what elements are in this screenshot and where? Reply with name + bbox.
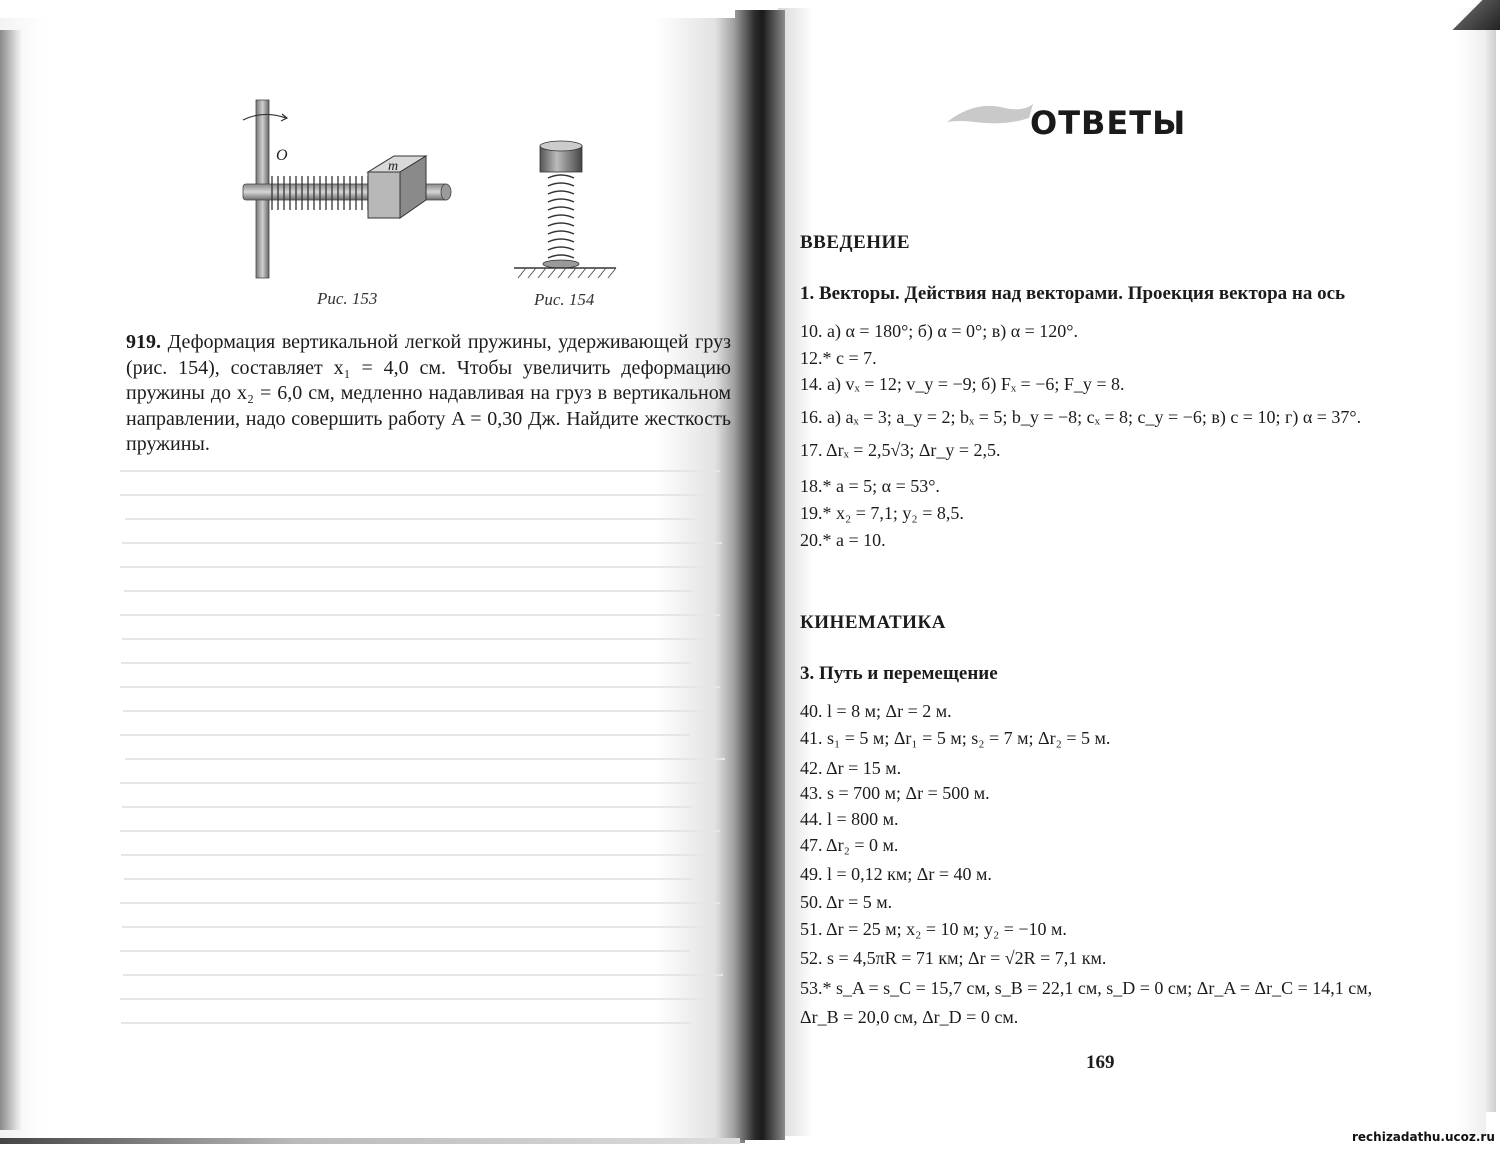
bleed-line [120,470,720,472]
answer-line: 52. s = 4,5πR = 71 км; Δr = √2R = 7,1 км. [800,948,1107,968]
bleed-line [124,878,694,880]
answer-line: 10. а) α = 180°; б) α = 0°; в) α = 120°. [800,321,1078,341]
bleed-line [120,950,690,952]
figure-153 [238,98,458,280]
bleed-line [120,998,705,1000]
title-swoosh-icon [945,92,1035,134]
label-mass-m: m [388,159,399,174]
bleed-line [120,830,720,832]
problem-919 [126,330,731,458]
bleed-line [121,662,691,664]
bleed-line [120,686,720,688]
subsection-vectors: 1. Векторы. Действия над векторами. Проекция вектора на ось [800,283,1346,304]
problem-text: Деформация вертикальной легкой пружины, удерживающей груз (рис. 154), составляет x₁ = 4,0 см. Чтобы увеличить деформацию пружины до x₂ = 6,0 см, медленно надавливая на груз в вертикальном направлении, надо совершить работу A = 0,30 Дж. Найдите жесткость пружины. [126,331,731,455]
page-number: 169 [1086,1052,1115,1073]
bleed-line [122,806,692,808]
watermark: rechizadathu.ucoz.ru [1352,1130,1495,1144]
figure-154 [512,138,622,280]
bleed-line [121,1022,691,1024]
answer-line: 19.* x₂ = 7,1; y₂ = 8,5. [800,503,964,523]
bleed-line [123,710,708,712]
bleed-line [120,902,720,904]
caption-figure-153: Рис. 153 [317,289,378,308]
answer-line: 50. Δr = 5 м. [800,892,893,912]
bleed-line [122,638,707,640]
answer-line: 51. Δr = 25 м; x₂ = 10 м; y₂ = −10 м. [800,919,1067,939]
bleed-line [124,590,694,592]
bleed-line [123,974,723,976]
label-axis-o: O [276,147,288,164]
vertical-spring [548,175,574,258]
bleed-line [122,542,722,544]
answer-line: 49. l = 0,12 км; Δr = 40 м. [800,864,992,884]
bleed-line [125,758,725,760]
answer-line: 42. Δr = 15 м. [800,758,902,778]
answers-title: ОТВЕТЫ [1030,104,1187,142]
answer-line: 17. Δrₓ = 2,5√3; Δr_y = 2,5. [800,440,1001,460]
answer-line: 44. l = 800 м. [800,809,899,829]
answer-line: 47. Δr₂ = 0 м. [800,835,899,855]
problem-number: 919. [126,331,161,353]
bleed-line [122,926,707,928]
answer-line: 43. s = 700 м; Δr = 500 м. [800,783,990,803]
subsection-path-displacement: 3. Путь и перемещение [800,663,998,684]
answer-line: 40. l = 8 м; Δr = 2 м. [800,701,952,721]
answer-line: 14. а) vₓ = 12; v_y = −9; б) Fₓ = −6; F_y = 8. [800,374,1125,394]
caption-figure-154: Рис. 154 [534,290,595,309]
answer-line: 12.* c = 7. [800,348,877,368]
answer-line: Δr_B = 20,0 см, Δr_D = 0 см. [800,1007,1019,1027]
bleed-line [120,566,705,568]
answer-line: 20.* a = 10. [800,530,886,550]
answer-line: 18.* a = 5; α = 53°. [800,476,940,496]
bottom-page-shadow [0,1138,740,1144]
bleed-line [120,734,690,736]
bleed-line [121,854,706,856]
answer-line: 16. а) aₓ = 3; a_y = 2; bₓ = 5; b_y = −8; cₓ = 8; c_y = −6; в) c = 10; г) α = 37°. [800,407,1362,427]
bleed-line [120,614,720,616]
answer-line: 53.* s_A = s_C = 15,7 см, s_B = 22,1 см, s_D = 0 см; Δr_A = Δr_C = 14,1 см, [800,978,1373,998]
bleed-line [120,782,705,784]
answer-line: 41. s₁ = 5 м; Δr₁ = 5 м; s₂ = 7 м; Δr₂ = 5 м. [800,728,1111,748]
section-heading-kinematics: КИНЕМАТИКА [800,612,946,633]
bleed-line [125,518,695,520]
right-page-edge [1486,12,1496,1112]
page-corner-shadow [1450,0,1500,30]
left-page-edge [0,30,22,1130]
bleed-line [120,494,705,496]
section-heading-intro: ВВЕДЕНИЕ [800,232,910,253]
book-spine [735,10,785,1140]
